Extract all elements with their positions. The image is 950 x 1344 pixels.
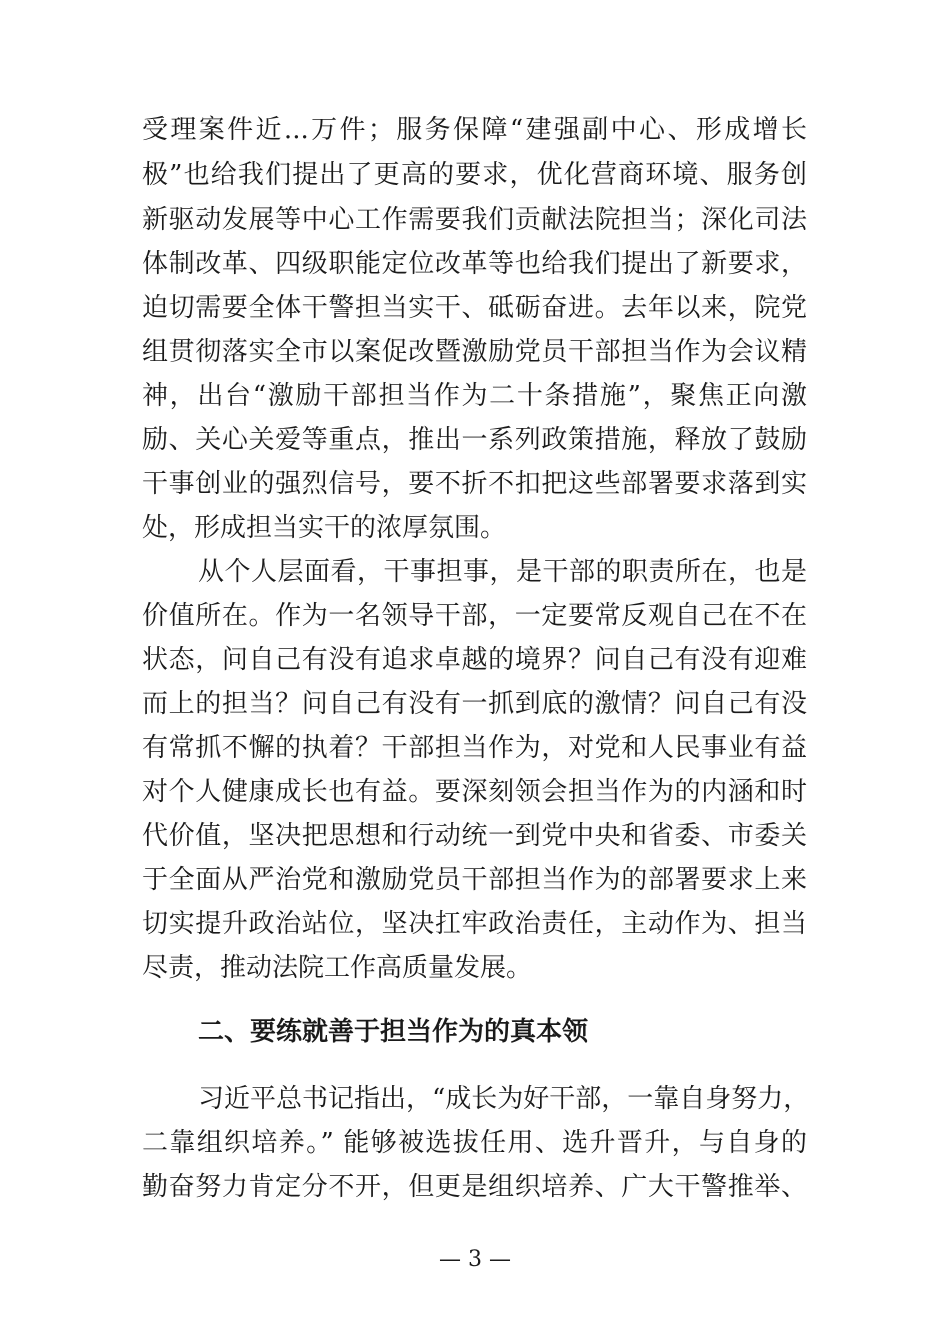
text-line: 勤奋努力肯定分不开，但更是组织培养、广大干警推举、 [142,1172,807,1202]
text-line: 对个人健康成长也有益。要深刻领会担当作为的内涵和时 [142,777,807,807]
text-line: 处，形成担当实干的浓厚氛围。 [142,513,507,543]
text-line: 励、关心关爱等重点，推出一系列政策措施，释放了鼓励 [142,425,807,455]
text-line: 状态，问自己有没有追求卓越的境界？问自己有没有迎难 [142,645,807,675]
page-number: — 3 — [439,1247,511,1272]
text-line: 极”也给我们提出了更高的要求，优化营商环境、服务创 [142,160,807,190]
text-line: 新驱动发展等中心工作需要我们贡献法院担当；深化司法 [142,205,807,235]
text-line: 习近平总书记指出，“成长为好干部，一靠自身努力， [198,1084,810,1114]
text-line: 体制改革、四级职能定位改革等也给我们提出了新要求， [142,249,807,279]
text-line: 有常抓不懈的执着？干部担当作为，对党和人民事业有益 [142,733,807,763]
text-line: 代价值，坚决把思想和行动统一到党中央和省委、市委关 [142,821,807,851]
text-line: 神，出台“激励干部担当作为二十条措施”，聚焦正向激 [142,381,807,411]
text-line: 从个人层面看，干事担事，是干部的职责所在，也是 [198,557,807,587]
text-line: 而上的担当？问自己有没有一抓到底的激情？问自己有没 [142,689,807,719]
section-heading: 二、要练就善于担当作为的真本领 [198,1017,589,1047]
text-line: 二靠组织培养。” 能够被选拔任用、选升晋升，与自身的 [142,1128,807,1158]
text-line: 组贯彻落实全市以案促改暨激励党员干部担当作为会议精 [142,337,807,367]
text-line: 切实提升政治站位，坚决扛牢政治责任，主动作为、担当 [142,909,807,939]
text-line: 尽责，推动法院工作高质量发展。 [142,953,533,983]
text-line: 于全面从严治党和激励党员干部担当作为的部署要求上来 [142,865,807,895]
text-line: 价值所在。作为一名领导干部，一定要常反观自己在不在 [142,601,807,631]
text-line: 受理案件近...万件；服务保障“建强副中心、形成增长 [142,115,807,145]
text-line: 迫切需要全体干警担当实干、砥砺奋进。去年以来，院党 [142,293,807,323]
text-line: 干事创业的强烈信号，要不折不扣把这些部署要求落到实 [142,469,807,499]
